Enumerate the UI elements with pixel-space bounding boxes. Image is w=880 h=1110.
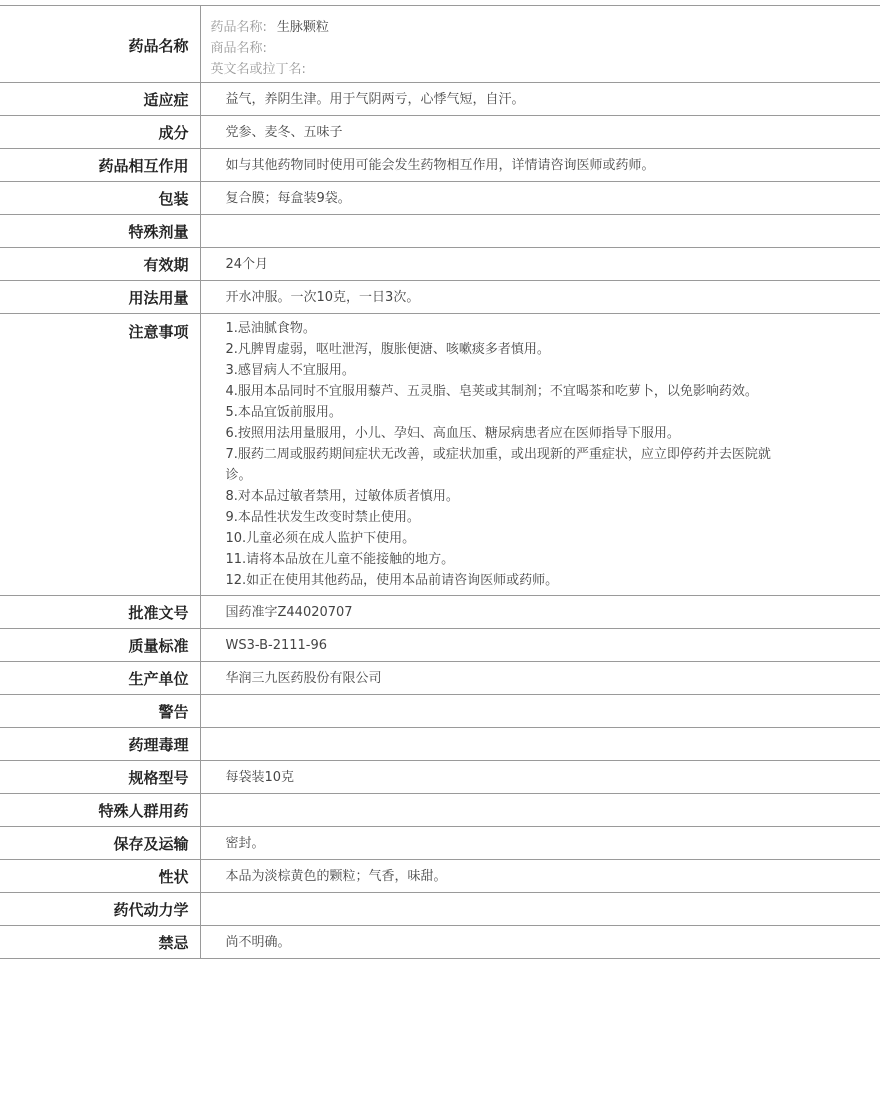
row-dosage	[0, 281, 880, 314]
row-quality-standard	[0, 629, 880, 662]
english-name-line	[211, 59, 880, 80]
row-precautions	[0, 314, 880, 596]
list-item: 11.请将本品放在儿童不能接触的地方。	[225, 552, 455, 567]
list-item: 4.服用本品同时不宜服用藜芦、五灵脂、皂荚或其制剂；不宜喝茶和吃萝卜，以免影响药效。	[225, 384, 758, 399]
row-label: 用法用量	[0, 281, 200, 314]
row-storage	[0, 827, 880, 860]
row-label: 药品相互作用	[0, 149, 200, 182]
row-label: 适应症	[0, 83, 200, 116]
row-label: 性状	[0, 860, 200, 893]
row-description	[0, 860, 880, 893]
row-ingredients	[0, 116, 880, 149]
row-label: 药品名称	[0, 6, 200, 83]
row-label: 药代动力学	[0, 893, 200, 926]
row-value: 每袋装10克	[225, 769, 295, 785]
row-special-dose	[0, 215, 880, 248]
drug-name-cell	[200, 6, 880, 83]
list-item: 2.凡脾胃虚弱，呕吐泄泻，腹胀便溏、咳嗽痰多者慎用。	[225, 342, 550, 357]
list-item: 7.服药二周或服药期间症状无改善，或症状加重，或出现新的严重症状，应立即停药并去医院就诊。	[225, 447, 771, 483]
row-value	[200, 215, 880, 248]
row-packaging	[0, 182, 880, 215]
row-label: 特殊人群用药	[0, 794, 200, 827]
list-item: 3.感冒病人不宜服用。	[225, 363, 355, 378]
generic-name-key: 药品名称:	[210, 20, 267, 35]
row-label: 有效期	[0, 248, 200, 281]
row-approval-number	[0, 596, 880, 629]
row-manufacturer	[0, 662, 880, 695]
row-drug-name	[0, 6, 880, 83]
list-item: 8.对本品过敏者禁用，过敏体质者慎用。	[225, 489, 459, 504]
list-item: 9.本品性状发生改变时禁止使用。	[225, 510, 420, 525]
row-label: 规格型号	[0, 761, 200, 794]
row-label: 保存及运输	[0, 827, 200, 860]
row-value: 24个月	[225, 256, 269, 272]
row-value: 本品为淡棕黄色的颗粒；气香，味甜。	[225, 868, 447, 884]
row-value	[200, 893, 880, 926]
row-value	[200, 794, 880, 827]
row-label: 注意事项	[0, 314, 200, 596]
list-item: 10.儿童必须在成人监护下使用。	[225, 531, 416, 546]
row-value: 尚不明确。	[225, 934, 291, 950]
row-pharmacokinetics	[0, 893, 880, 926]
row-shelf-life	[0, 248, 880, 281]
row-label: 药理毒理	[0, 728, 200, 761]
list-item: 1.忌油腻食物。	[225, 321, 316, 336]
row-specification	[0, 761, 880, 794]
row-contraindications	[0, 926, 880, 959]
row-label: 生产单位	[0, 662, 200, 695]
generic-name-value: 生脉颗粒	[276, 20, 329, 35]
list-item: 6.按照用法用量服用，小儿、孕妇、高血压、糖尿病患者应在医师指导下服用。	[225, 426, 680, 441]
row-label: 成分	[0, 116, 200, 149]
row-label: 批准文号	[0, 596, 200, 629]
row-interactions	[0, 149, 880, 182]
row-label: 包装	[0, 182, 200, 215]
row-value: 密封。	[225, 835, 265, 851]
list-item: 12.如正在使用其他药品，使用本品前请咨询医师或药师。	[225, 573, 559, 588]
row-value: WS3-B-2111-96	[225, 637, 328, 653]
drug-spec-table	[0, 5, 880, 959]
list-item: 5.本品宜饭前服用。	[225, 405, 342, 420]
row-label: 质量标准	[0, 629, 200, 662]
row-value: 开水冲服。一次10克，一日3次。	[225, 289, 420, 305]
row-value: 如与其他药物同时使用可能会发生药物相互作用，详情请咨询医师或药师。	[225, 157, 655, 173]
row-pharmacology	[0, 728, 880, 761]
precautions-list	[200, 314, 880, 596]
row-label: 特殊剂量	[0, 215, 200, 248]
trade-name-line	[211, 38, 880, 59]
row-value	[200, 695, 880, 728]
row-label: 警告	[0, 695, 200, 728]
row-warning	[0, 695, 880, 728]
english-name-key: 英文名或拉丁名:	[210, 62, 306, 77]
row-label: 禁忌	[0, 926, 200, 959]
row-value	[200, 728, 880, 761]
row-value: 党参、麦冬、五味子	[225, 124, 343, 140]
row-value: 复合膜；每盒装9袋。	[225, 190, 351, 206]
trade-name-key: 商品名称:	[210, 41, 267, 56]
row-indication	[0, 83, 880, 116]
row-value: 国药准字Z44020707	[225, 604, 353, 620]
generic-name-line	[211, 17, 880, 38]
row-special-populations	[0, 794, 880, 827]
row-value: 华润三九医药股份有限公司	[225, 670, 382, 686]
row-value: 益气，养阴生津。用于气阴两亏，心悸气短，自汗。	[225, 91, 525, 107]
